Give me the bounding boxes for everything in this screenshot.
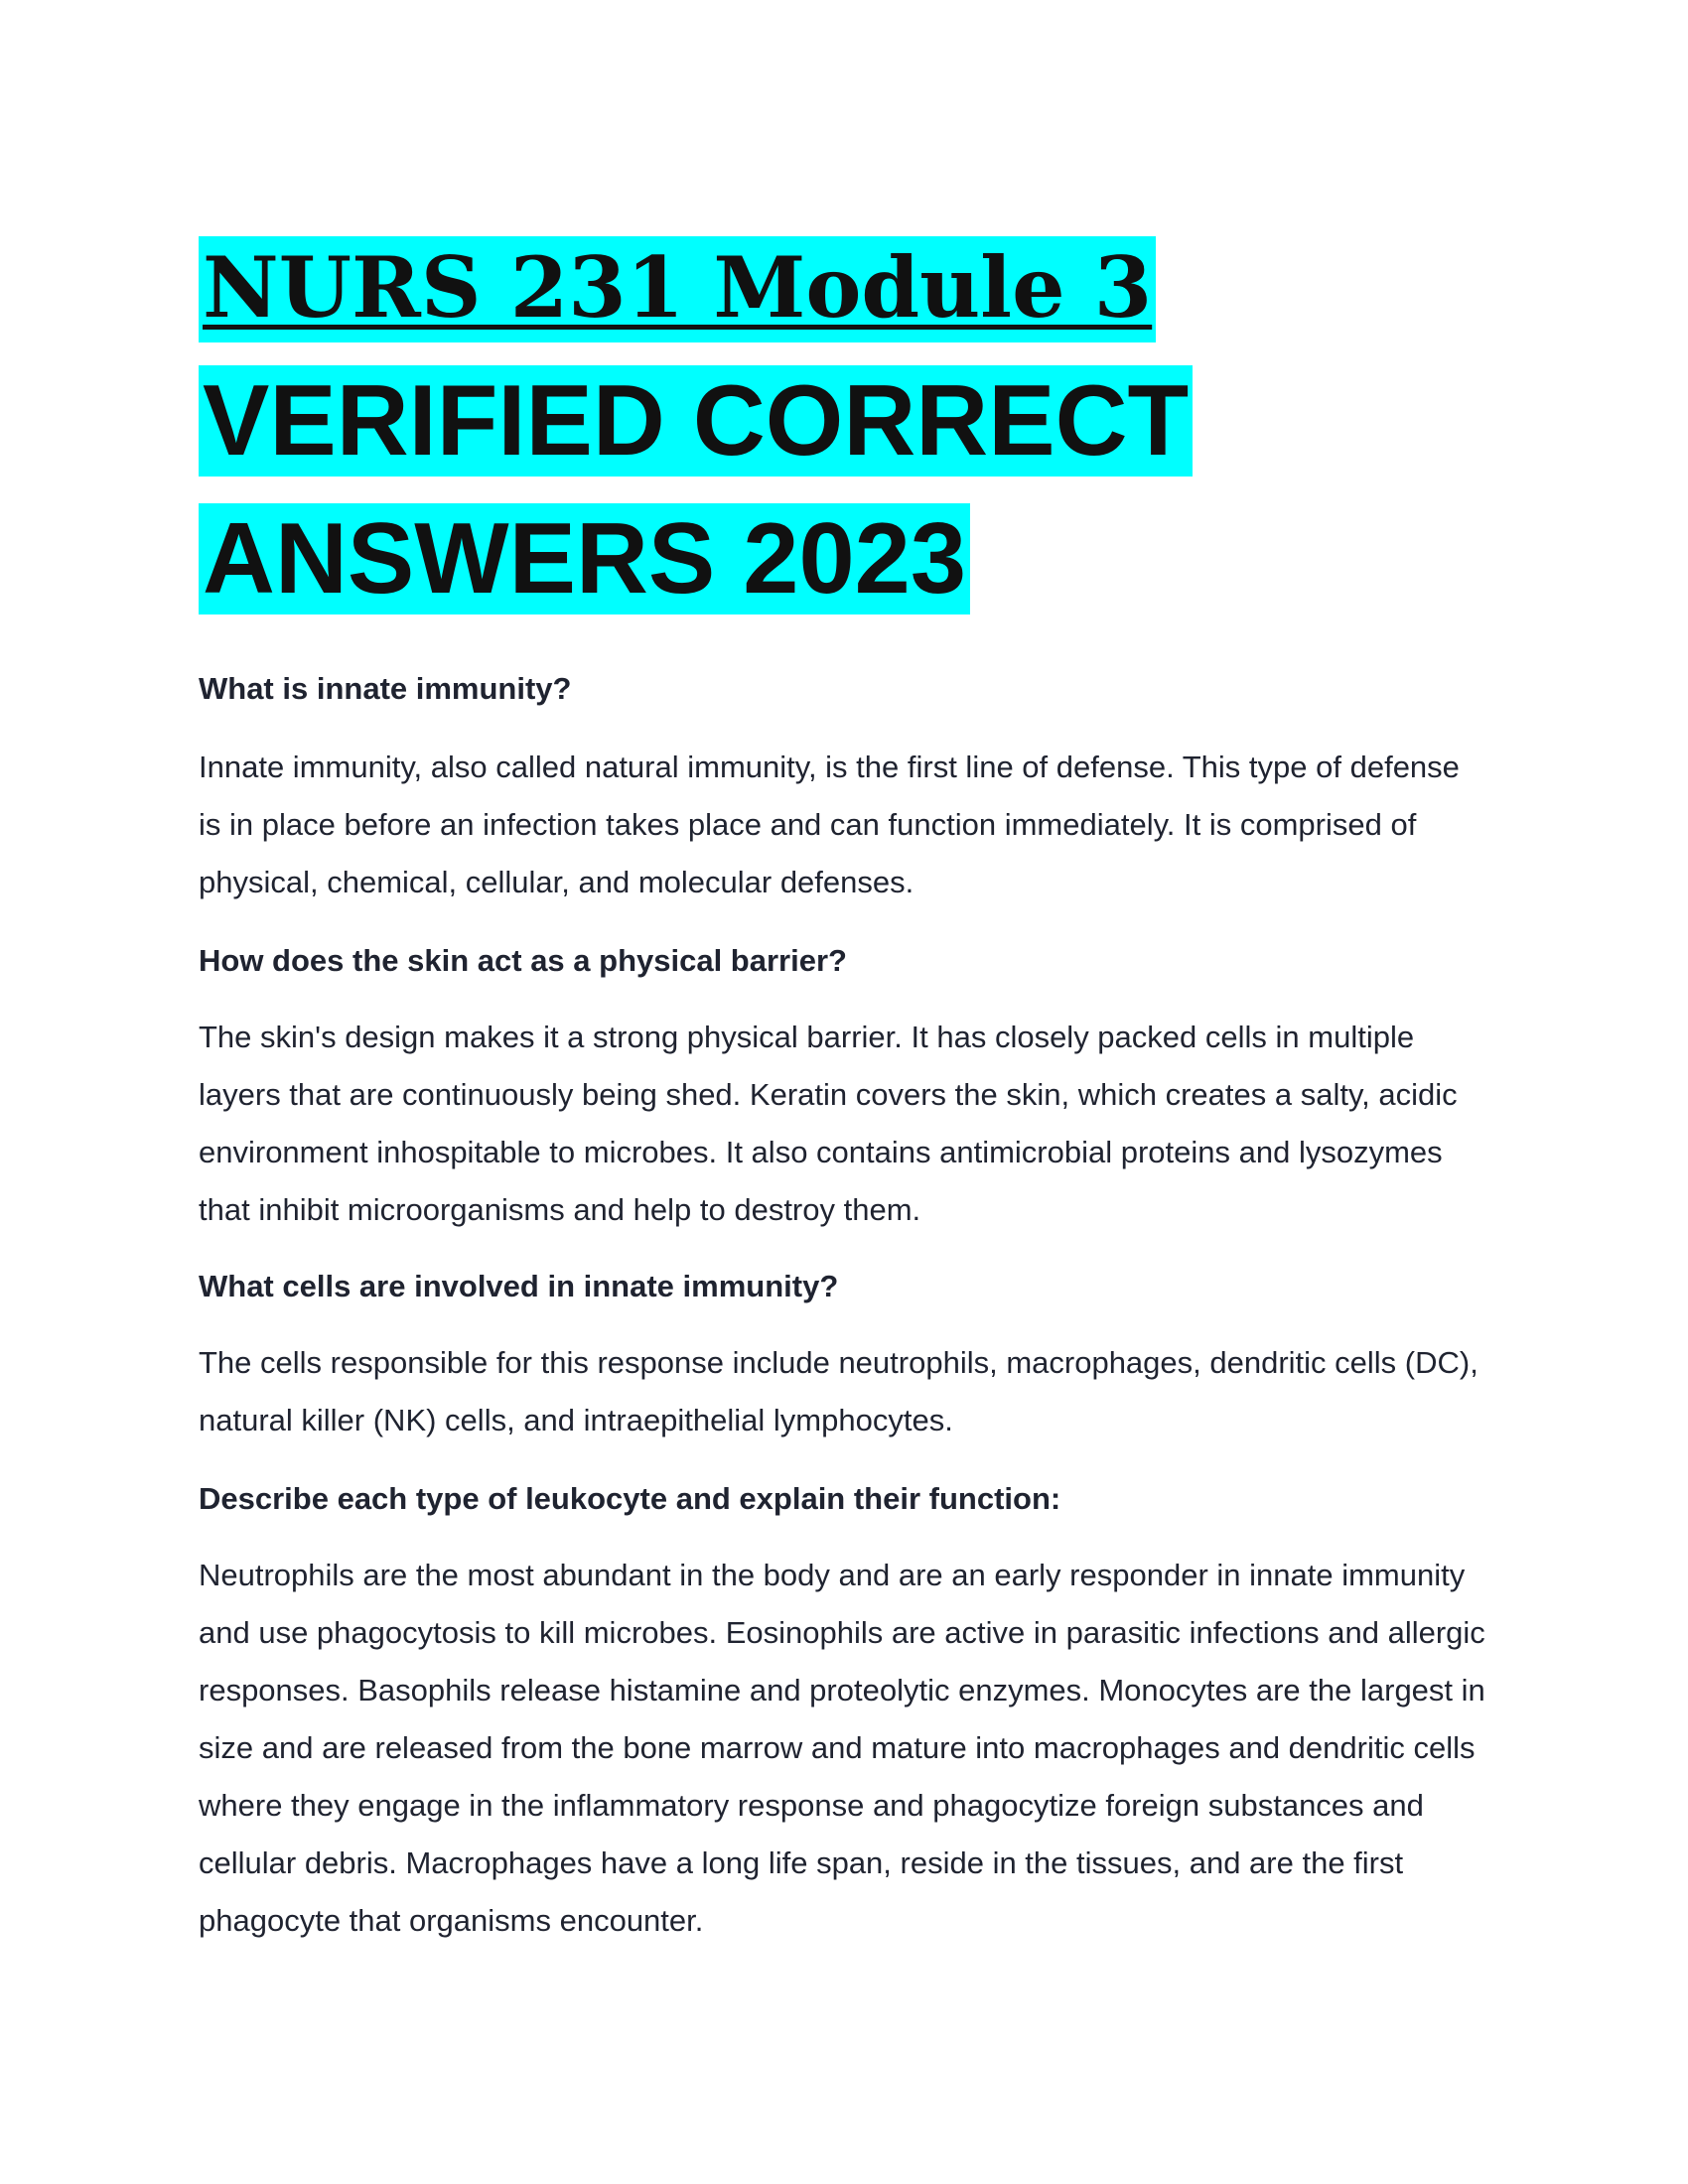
answer-innate-cells: The cells responsible for this response include neutrophils, macrophages, dendritic cells (DC), natural killer (NK) cells, and intraepithelial lymphocytes. bbox=[199, 1345, 1478, 1437]
question-innate-cells: What cells are involved in innate immunity? bbox=[199, 1269, 839, 1303]
title-subtitle-line: VERIFIED CORRECT ANSWERS 2023 bbox=[199, 365, 1193, 614]
question-skin-barrier: How does the skin act as a physical barrier? bbox=[199, 943, 847, 978]
title-course-line: NURS 231 Module 3 bbox=[199, 236, 1156, 342]
qa-section-4 bbox=[199, 1479, 1489, 1950]
answer-leukocyte-types: Neutrophils are the most abundant in the body and are an early responder in innate immunity and use phagocytosis to kill microbes. Eosinophils are active in parasitic infections and allergic responses. Basophils release histamine and proteolytic enzymes. Monocytes are the largest in size and are released from the bone marrow and mature into macrophages and dendritic cells where they engage in the inflammatory response and phagocytize foreign substances and cellular debris. Macrophages have a long life span, reside in the tissues, and are the first phagocyte that organisms encounter. bbox=[199, 1558, 1485, 1938]
qa-section-1 bbox=[199, 669, 1489, 911]
answer-innate-immunity: Innate immunity, also called natural immunity, is the first line of defense. This type of defense is in place before an infection takes place and can function immediately. It is comprised of physical, chemical, cellular, and molecular defenses. bbox=[199, 750, 1460, 899]
question-innate-immunity: What is innate immunity? bbox=[199, 671, 572, 706]
question-leukocyte-types: Describe each type of leukocyte and explain their function: bbox=[199, 1481, 1061, 1516]
qa-section-3 bbox=[199, 1267, 1489, 1449]
document-page bbox=[199, 230, 1489, 1950]
document-title bbox=[199, 230, 1489, 639]
qa-section-2 bbox=[199, 941, 1489, 1239]
answer-skin-barrier: The skin's design makes it a strong physical barrier. It has closely packed cells in multiple layers that are continuously being shed. Keratin covers the skin, which creates a salty, acidic environment inhospitable to microbes. It also contains antimicrobial proteins and lysozymes that inhibit microorganisms and help to destroy them. bbox=[199, 1020, 1458, 1227]
